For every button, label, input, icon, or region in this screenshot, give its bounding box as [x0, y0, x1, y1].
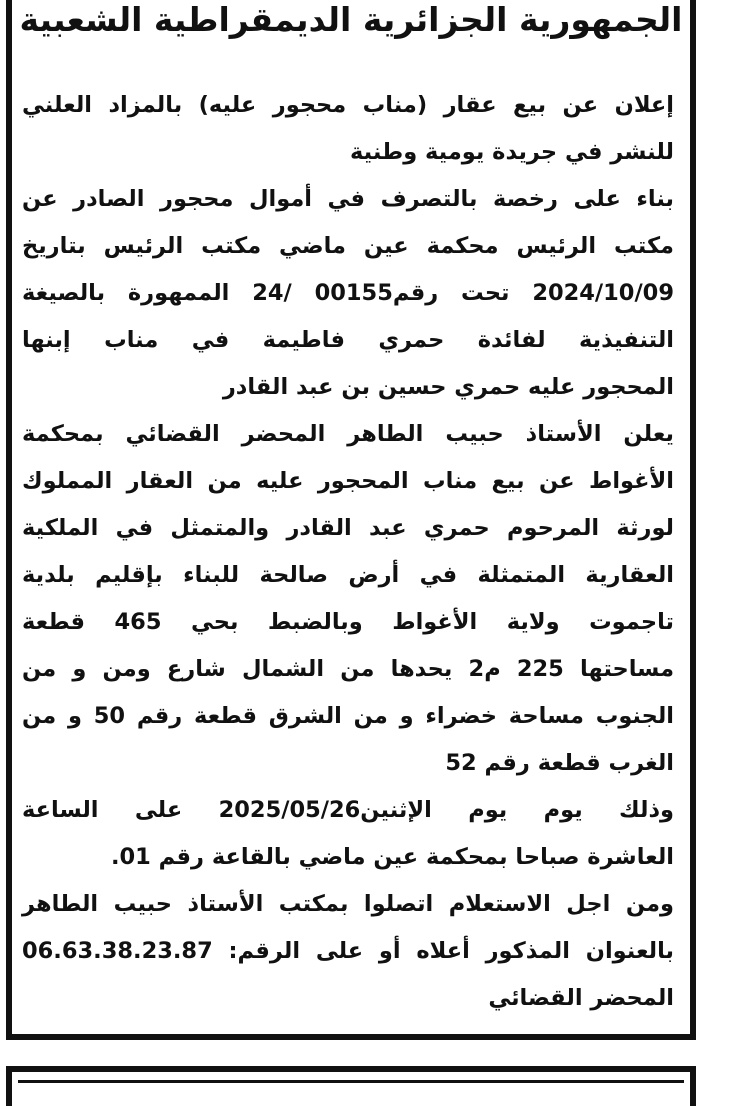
text-line: تاجموت ولاية الأغواط وبالضبط بحي 465 قطعة [22, 609, 674, 635]
text-line: الجنوب مساحة خضراء و من الشرق قطعة رقم 50 و من [22, 703, 674, 729]
text-line: العقارية المتمثلة في أرض صالحة للبناء بإقليم بلدية [22, 562, 674, 588]
signature-line: المحضر القضائي [488, 985, 674, 1011]
text-line: المحجور عليه حمري حسين بن عبد القادر [222, 374, 674, 400]
text-line: التنفيذية لفائدة حمري فاطيمة في مناب إبنها [22, 327, 674, 353]
text-line: 2024/10/09 تحت رقم00155 /24 الممهورة بالصيغة [22, 280, 674, 306]
text-line: بناء على رخصة بالتصرف في أموال محجور الصادر عن [22, 186, 674, 212]
text-line: مكتب الرئيس محكمة عين ماضي مكتب الرئيس بتاريخ [22, 233, 674, 259]
text-line: الأغواط عن بيع مناب المحجور عليه من العقار المملوك [22, 468, 674, 494]
text-line: الغرب قطعة رقم 52 [445, 750, 674, 776]
publication-line: للنشر في جريدة يومية وطنية [350, 139, 674, 165]
header-title: الجمهورية الجزائرية الديمقراطية الشعبية [19, 0, 683, 39]
text-line: بالعنوان المذكور أعلاه أو على الرقم: 06.63.38.23.87 [22, 938, 674, 964]
notice-title-line: إعلان عن بيع عقار (مناب محجور عليه) بالمزاد العلني [22, 92, 674, 118]
legal-notice [6, 0, 696, 1040]
text-line: العاشرة صباحا بمحكمة عين ماضي بالقاعة رقم 01. [110, 844, 674, 870]
next-notice-box [6, 1066, 696, 1106]
text-line: ومن اجل الاستعلام اتصلوا بمكتب الأستاذ حبيب الطاهر [22, 891, 674, 917]
text-line: لورثة المرحوم حمري عبد القادر والمتمثل في الملكية [22, 515, 674, 541]
notice-body [22, 82, 674, 1022]
text-line: مساحتها 225 م2 يحدها من الشمال شارع ومن و من [22, 656, 675, 682]
text-line: يعلن الأستاذ حبيب الطاهر المحضر القضائي بمحكمة [22, 421, 674, 447]
text-line: وذلك يوم يوم الإثنين2025/05/26 على الساعة [22, 797, 674, 823]
